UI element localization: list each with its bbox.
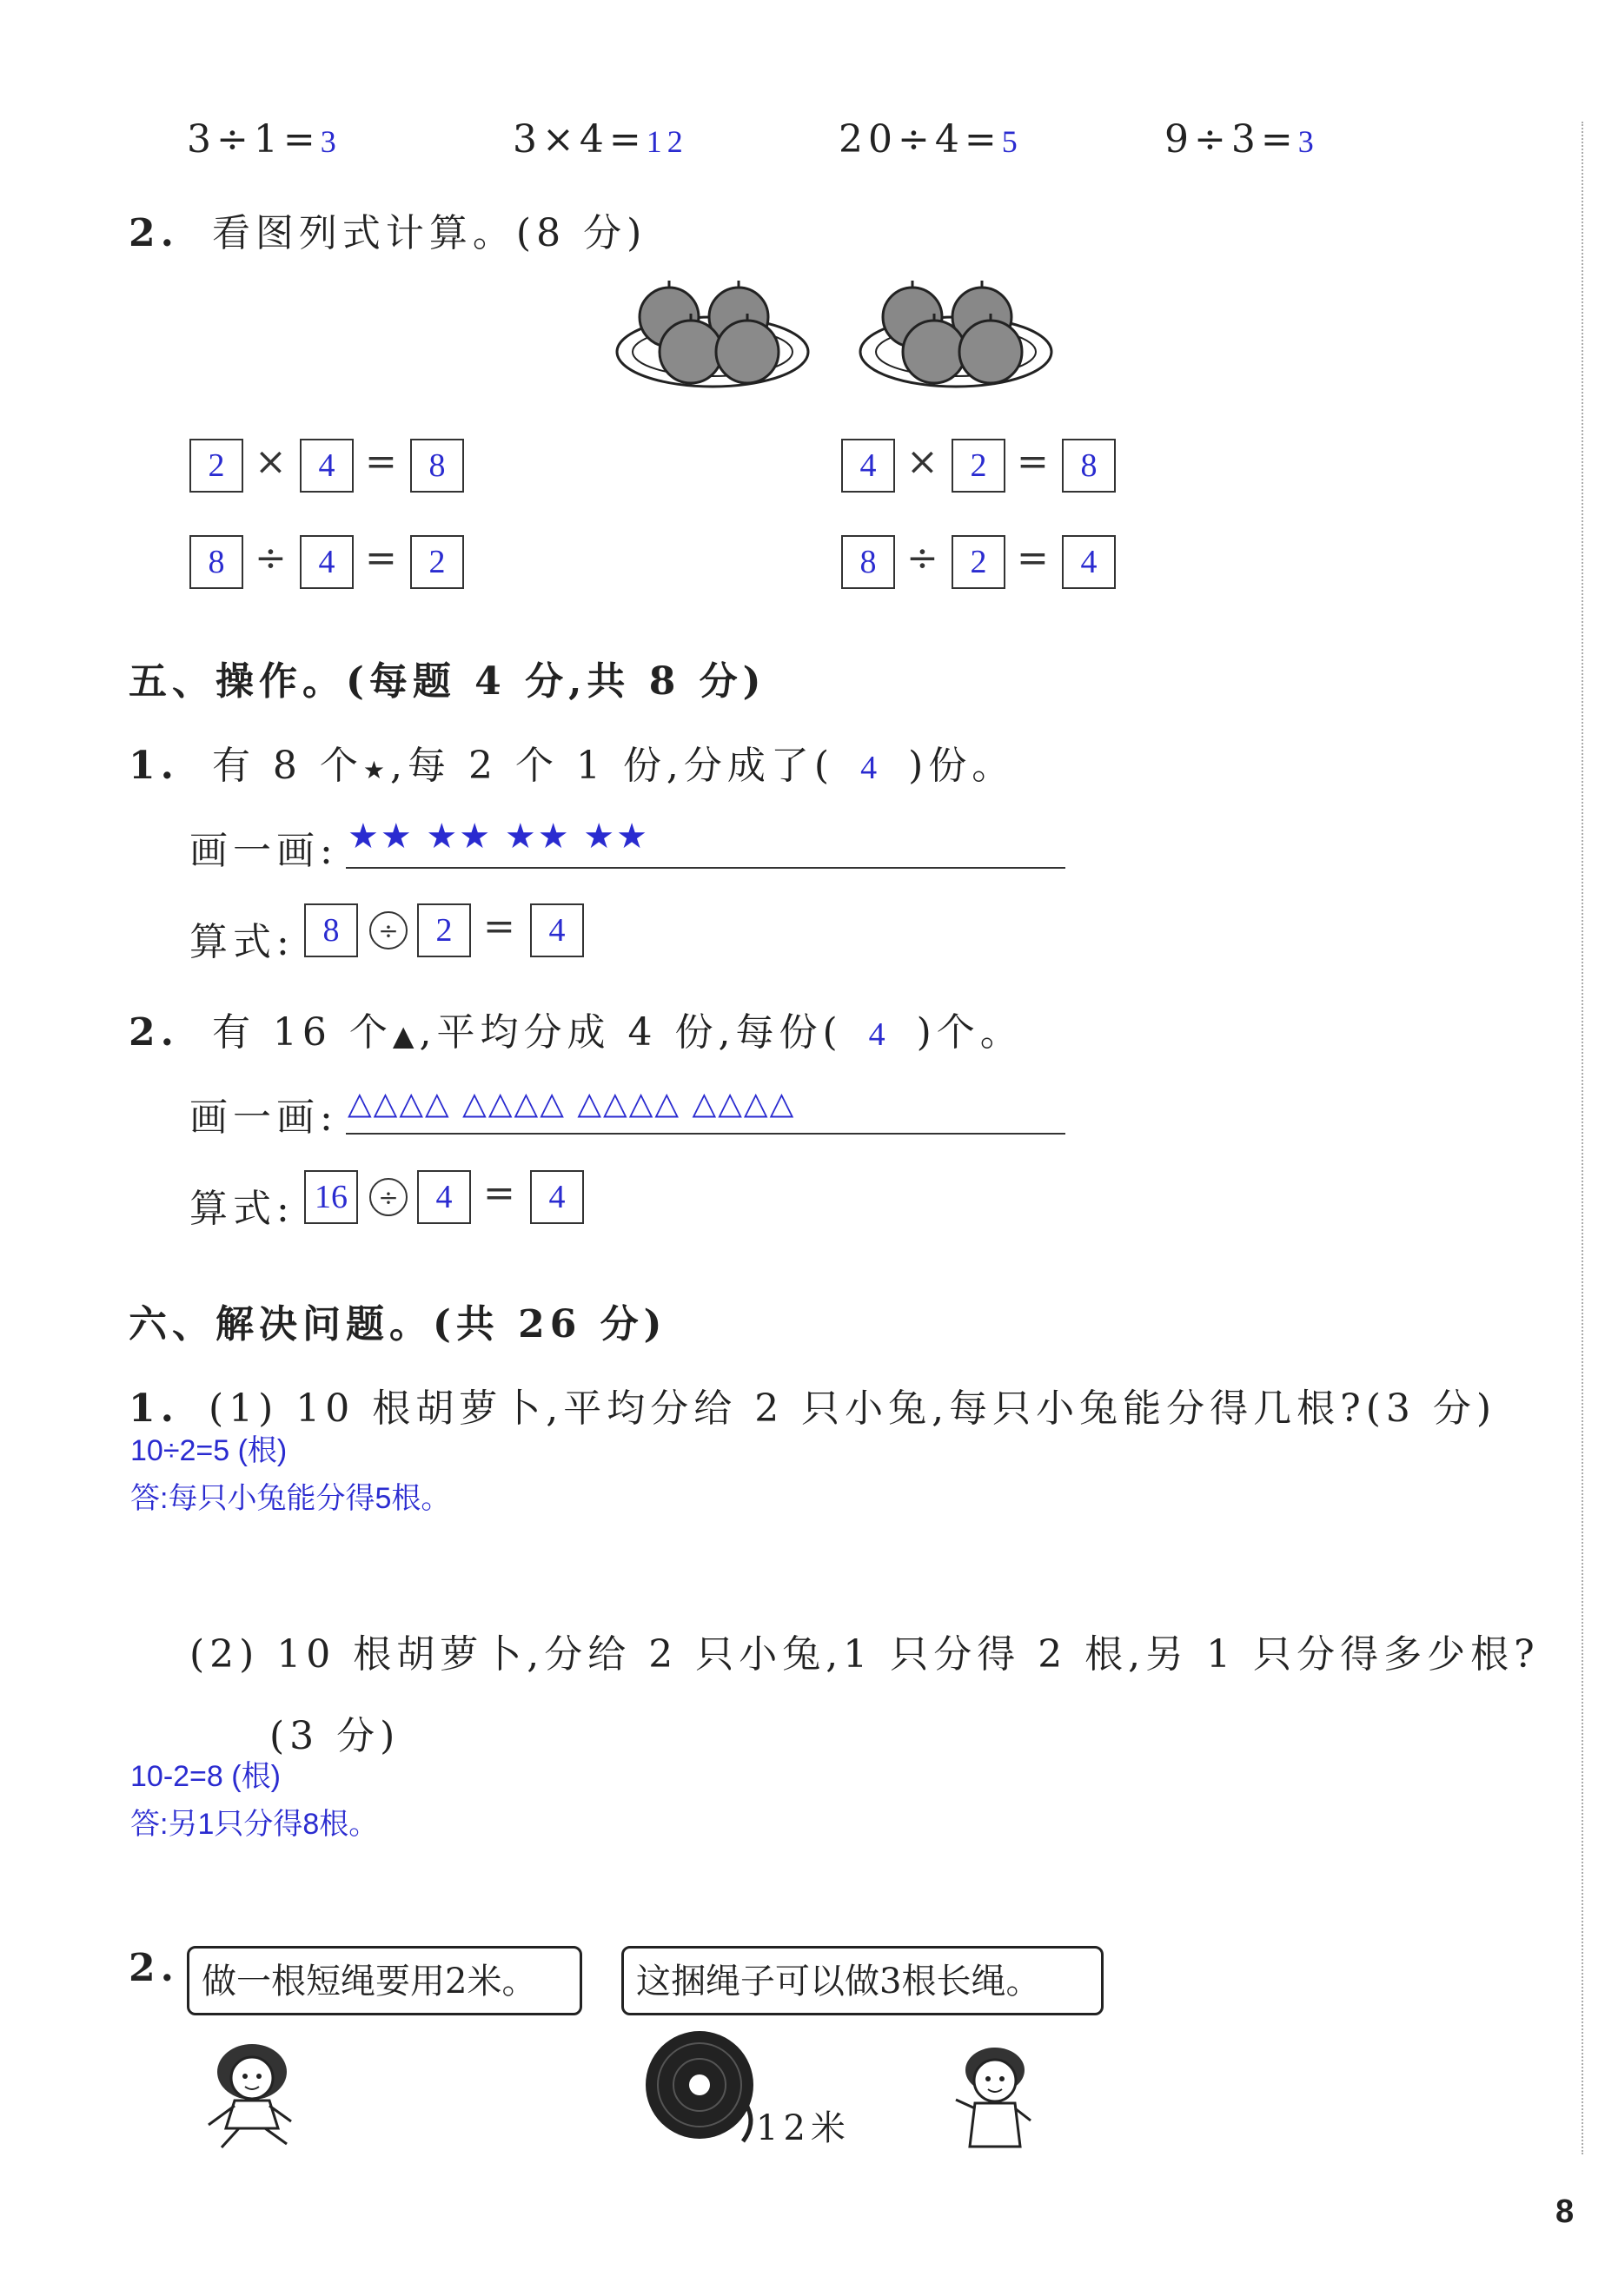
- question-text: 有 16 个: [211, 1010, 393, 1055]
- rope-length-label: 12米: [756, 2108, 851, 2148]
- operator-circle[interactable]: ÷: [369, 911, 408, 949]
- draw-label: 画一画:: [189, 1095, 338, 1140]
- answer-box[interactable]: 8: [1062, 439, 1116, 493]
- problem-1-2-score: (3 分): [269, 1714, 401, 1758]
- section-6-title: 六、解决问题。(共 26 分): [129, 1302, 667, 1347]
- answer-box[interactable]: 2: [952, 535, 1005, 589]
- eq-answer: 3: [1297, 124, 1319, 159]
- question-text: )份。: [908, 744, 1016, 788]
- eq-expr: 3÷1=: [187, 117, 321, 162]
- eq-3: [839, 117, 1023, 162]
- answer-box[interactable]: 8: [410, 439, 464, 493]
- answer-box[interactable]: 8: [189, 535, 243, 589]
- problem-1-2-question: (2) 10 根胡萝卜,分给 2 只小兔,1 只分得 2 根,另 1 只分得多少根?: [189, 1632, 1540, 1677]
- divide-sign: ÷: [906, 536, 938, 580]
- eq-answer: 5: [1001, 124, 1023, 159]
- answer-box[interactable]: 4: [530, 903, 584, 957]
- question-number: 2.: [129, 211, 179, 255]
- times-sign: ×: [255, 440, 287, 484]
- triangle-icon: ▲: [392, 1019, 420, 1052]
- answer-box[interactable]: 4: [300, 535, 354, 589]
- question-2: [129, 202, 647, 257]
- answer-value: 4: [868, 1016, 891, 1053]
- drawn-triangles: △△△△ △△△△ △△△△ △△△△: [348, 1086, 796, 1122]
- girl-icon: [191, 2033, 313, 2154]
- equals-sign: =: [1017, 440, 1049, 484]
- eq-answer: 12: [646, 124, 688, 159]
- answer-box[interactable]: 8: [304, 903, 358, 957]
- times-sign: ×: [906, 440, 938, 484]
- question-text: 看图列式计算。(8 分): [211, 211, 647, 255]
- draw-label: 画一画:: [189, 829, 338, 873]
- answer-box[interactable]: 16: [304, 1170, 358, 1224]
- eq-2: [513, 117, 688, 162]
- margin-divider: [1582, 122, 1583, 2154]
- equals-sign: =: [483, 904, 515, 949]
- answer-value: 4: [860, 750, 883, 786]
- equals-sign: =: [1017, 536, 1049, 580]
- apple-plate-right: [852, 278, 1060, 400]
- question-number: 1.: [129, 744, 179, 788]
- eq-expr: 20÷4=: [839, 117, 1002, 162]
- boy-icon: [938, 2037, 1051, 2159]
- draw-line: [346, 1133, 1065, 1135]
- equals-sign: =: [365, 536, 397, 580]
- eq-expr: 9÷3=: [1164, 117, 1298, 162]
- answer-box[interactable]: 4: [417, 1170, 471, 1224]
- question-text: (1) 10 根胡萝卜,平均分给 2 只小兔,每只小兔能分得几根?(3 分): [208, 1386, 1497, 1431]
- section-5-title: 五、操作。(每题 4 分,共 8 分): [129, 659, 766, 704]
- page-number: 8: [1555, 2193, 1575, 2230]
- question-number: 1.: [129, 1386, 179, 1431]
- answer-box[interactable]: 2: [952, 439, 1005, 493]
- star-icon: ★: [362, 756, 391, 784]
- eq-answer: 3: [320, 124, 342, 159]
- eq-expr: 3×4=: [513, 117, 647, 162]
- answer-calc: 10÷2=5 (根): [130, 1434, 288, 1467]
- question-text: ,平均分成 4 份,每份(: [419, 1010, 843, 1055]
- question-text: ,每 2 个 1 份,分成了(: [390, 744, 835, 788]
- answer-box[interactable]: 4: [300, 439, 354, 493]
- eq-4: [1164, 117, 1319, 162]
- answer-box[interactable]: 4: [841, 439, 895, 493]
- question-number: 2.: [129, 1010, 179, 1055]
- operator-circle[interactable]: ÷: [369, 1178, 408, 1216]
- answer-box[interactable]: 8: [841, 535, 895, 589]
- answer-box[interactable]: 2: [189, 439, 243, 493]
- speech-bubble-left: 做一根短绳要用2米。: [187, 1946, 582, 2015]
- question-text: 有 8 个: [211, 744, 363, 788]
- rope-coil-icon: [634, 2024, 765, 2146]
- answer-box[interactable]: 4: [1062, 535, 1116, 589]
- equals-sign: =: [483, 1171, 515, 1215]
- question-number: 2.: [129, 1946, 179, 1990]
- draw-line: [346, 867, 1065, 869]
- divide-sign: ÷: [255, 536, 287, 580]
- answer-box[interactable]: 2: [410, 535, 464, 589]
- answer-sentence: 答:每只小兔能分得5根。: [130, 1482, 451, 1515]
- calc-label: 算式:: [189, 920, 295, 964]
- question-text: )个。: [916, 1010, 1024, 1055]
- drawn-stars: ★★ ★★ ★★ ★★: [348, 817, 650, 857]
- answer-calc: 10-2=8 (根): [130, 1760, 281, 1793]
- op-2-question: [129, 1001, 1024, 1056]
- answer-box[interactable]: 4: [530, 1170, 584, 1224]
- op-1-question: [129, 734, 1015, 790]
- eq-1: [187, 117, 342, 162]
- equals-sign: =: [365, 440, 397, 484]
- apple-plate-left: [608, 278, 817, 400]
- answer-sentence: 答:另1只分得8根。: [130, 1808, 379, 1841]
- answer-box[interactable]: 2: [417, 903, 471, 957]
- calc-label: 算式:: [189, 1187, 295, 1231]
- speech-bubble-right: 这捆绳子可以做3根长绳。: [621, 1946, 1104, 2015]
- problem-1-question: [129, 1377, 1496, 1433]
